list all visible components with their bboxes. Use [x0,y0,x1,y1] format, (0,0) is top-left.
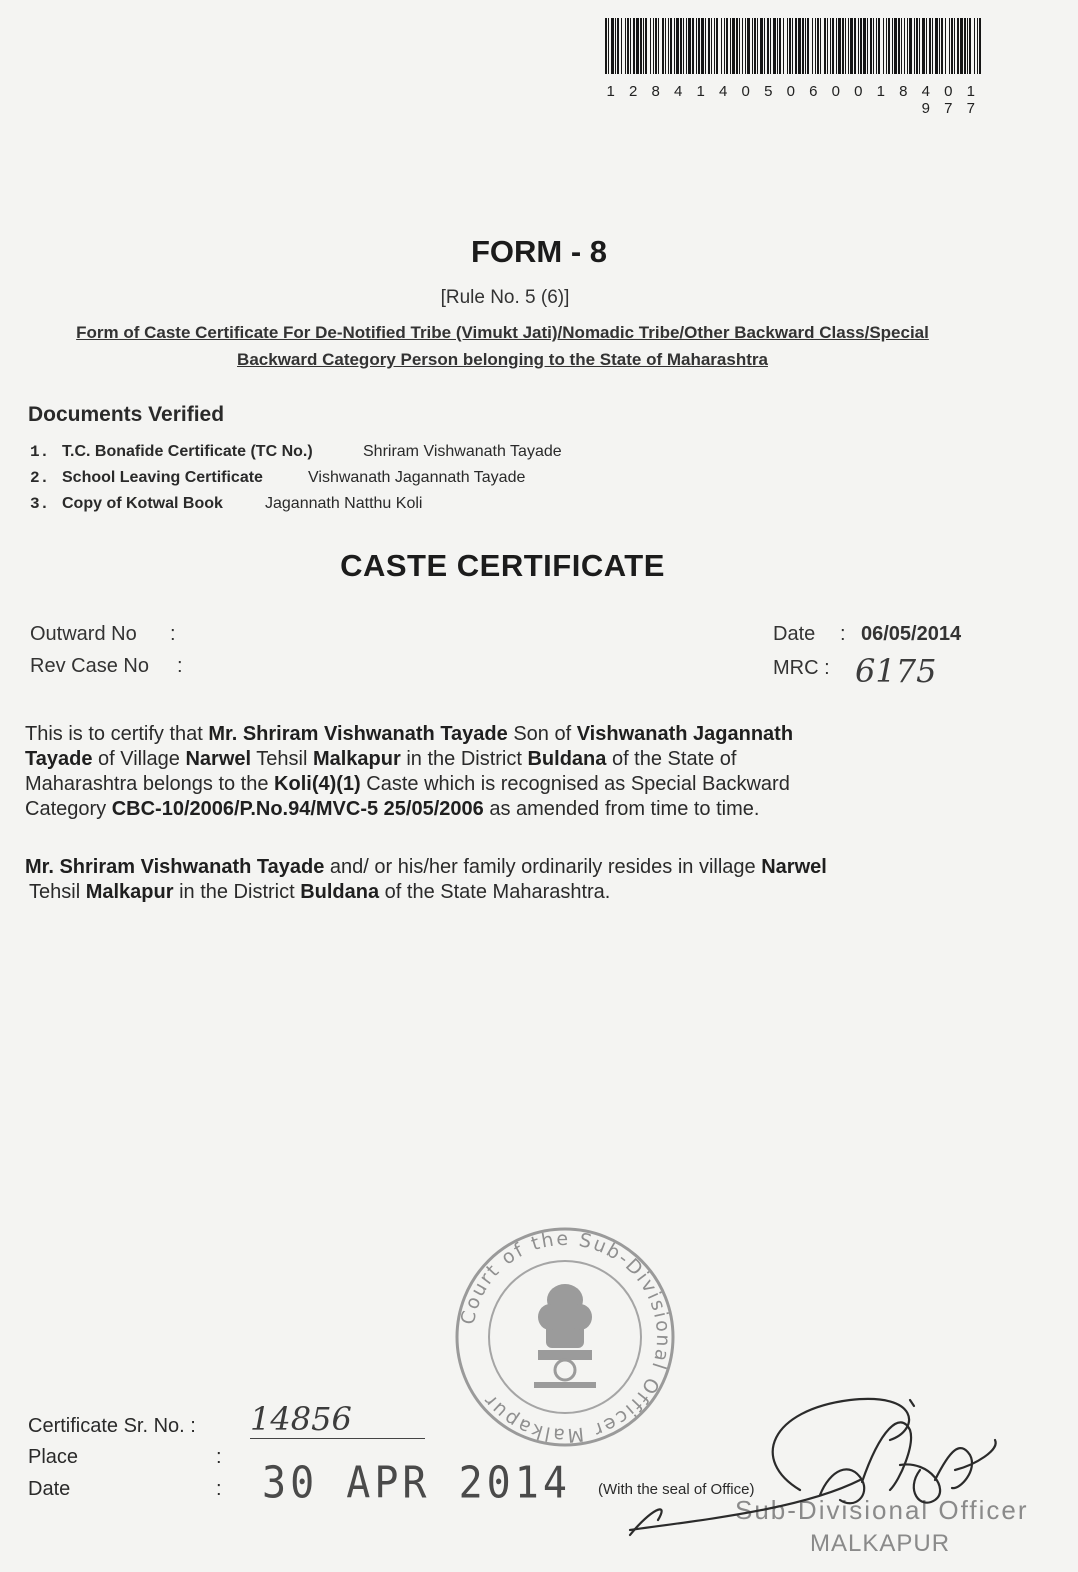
rule-number: [Rule No. 5 (6)] [440,287,570,308]
footer-date-sep: : [216,1478,222,1500]
mrc-value: 6175 [855,652,937,690]
caste-name: Koli(4)(1) [274,773,361,795]
resident-district: Buldana [300,881,380,903]
caste-certificate-heading: CASTE CERTIFICATE [340,548,665,583]
applicant-name: Mr. Shriram Vishwanath Tayade [208,723,508,745]
barcode [605,18,980,74]
certificate-paragraph-1: This is to certify that Mr. Shriram Vishwanath Tayade Son of Vishwanath Jagannath Tayade of Village Narwel Tehsil Malkapur in the District Buldana of the State of Maharashtra belongs to the Koli(4)(1) Caste which is recognised as Special Backward Category CBC-10/2006/P.No.94/MVC-5 25/05/2006 as amended from time to time. [25,723,794,820]
form-subtitle-line2: Backward Category Person belonging to the State of Maharashtra [237,350,768,369]
tehsil-name: Malkapur [312,748,401,770]
rev-case-no-sep: : [177,655,183,677]
form-title: FORM - 8 [470,234,608,269]
document-holder: Jagannath Natthu Koli [265,495,423,512]
document-index: 2. [30,469,50,487]
district-name: Buldana [527,748,607,770]
date-sep: : [840,623,846,645]
documents-heading: Documents Verified [28,403,225,426]
outward-no-label: Outward No [30,623,137,645]
resident-tehsil: Malkapur [85,881,174,903]
village-name: Narwel [185,748,252,770]
certificate-sr-label: Certificate Sr. No. : [28,1415,196,1437]
document-name: T.C. Bonafide Certificate (TC No.) [62,443,313,460]
rev-case-no-label: Rev Case No [30,655,149,677]
document-item [30,495,422,513]
outward-no-sep: : [170,623,176,645]
resident-village: Narwel [761,856,827,878]
gazette-reference: CBC-10/2006/P.No.94/MVC-5 25/05/2006 [111,798,484,820]
document-index: 3. [30,495,50,513]
barcode-number: 1 2 8 4 1 4 0 5 0 6 0 0 1 8 4 0 1 9 7 7 [606,83,980,117]
form-subtitle-line1: Form of Caste Certificate For De-Notified Tribe (Vimukt Jati)/Nomadic Tribe/Other Backward Class/Special [76,323,929,342]
place-sep: : [216,1446,222,1468]
office-place: MALKAPUR [810,1530,951,1557]
place-label: Place [28,1446,79,1468]
document-holder: Shriram Vishwanath Tayade [363,443,562,460]
document-item [30,443,562,461]
certificate-paragraph-2: Mr. Shriram Vishwanath Tayade and/ or his/her family ordinarily resides in village Narwel Tehsil Malkapur in the District Buldana of the State Maharashtra. [25,856,827,903]
document-item [30,469,525,487]
certificate-sr-value: 14856 [250,1400,425,1439]
seal-note: (With the seal of Office) [598,1481,755,1498]
father-name: Vishwanath Jagannath [576,723,794,745]
resident-name: Mr. Shriram Vishwanath Tayade [25,856,325,878]
date-value: 06/05/2014 [861,623,962,645]
date-label: Date [773,623,816,645]
father-surname: Tayade [25,748,93,770]
document-name: Copy of Kotwal Book [62,495,223,512]
mrc-label: MRC : [773,657,830,679]
document-index: 1. [30,443,50,461]
date-stamp: 30 APR 2014 [262,1458,571,1509]
form-subtitle [30,319,975,373]
document-name: School Leaving Certificate [62,469,263,486]
document-holder: Vishwanath Jagannath Tayade [308,469,526,486]
office-stamp: Sub-Divisional Officer [735,1495,1029,1525]
officer-signature [600,1370,1078,1567]
seal-text: Court of the Sub-Divisional Officer Malkapur [456,1227,675,1447]
footer-date-label: Date [28,1478,71,1500]
